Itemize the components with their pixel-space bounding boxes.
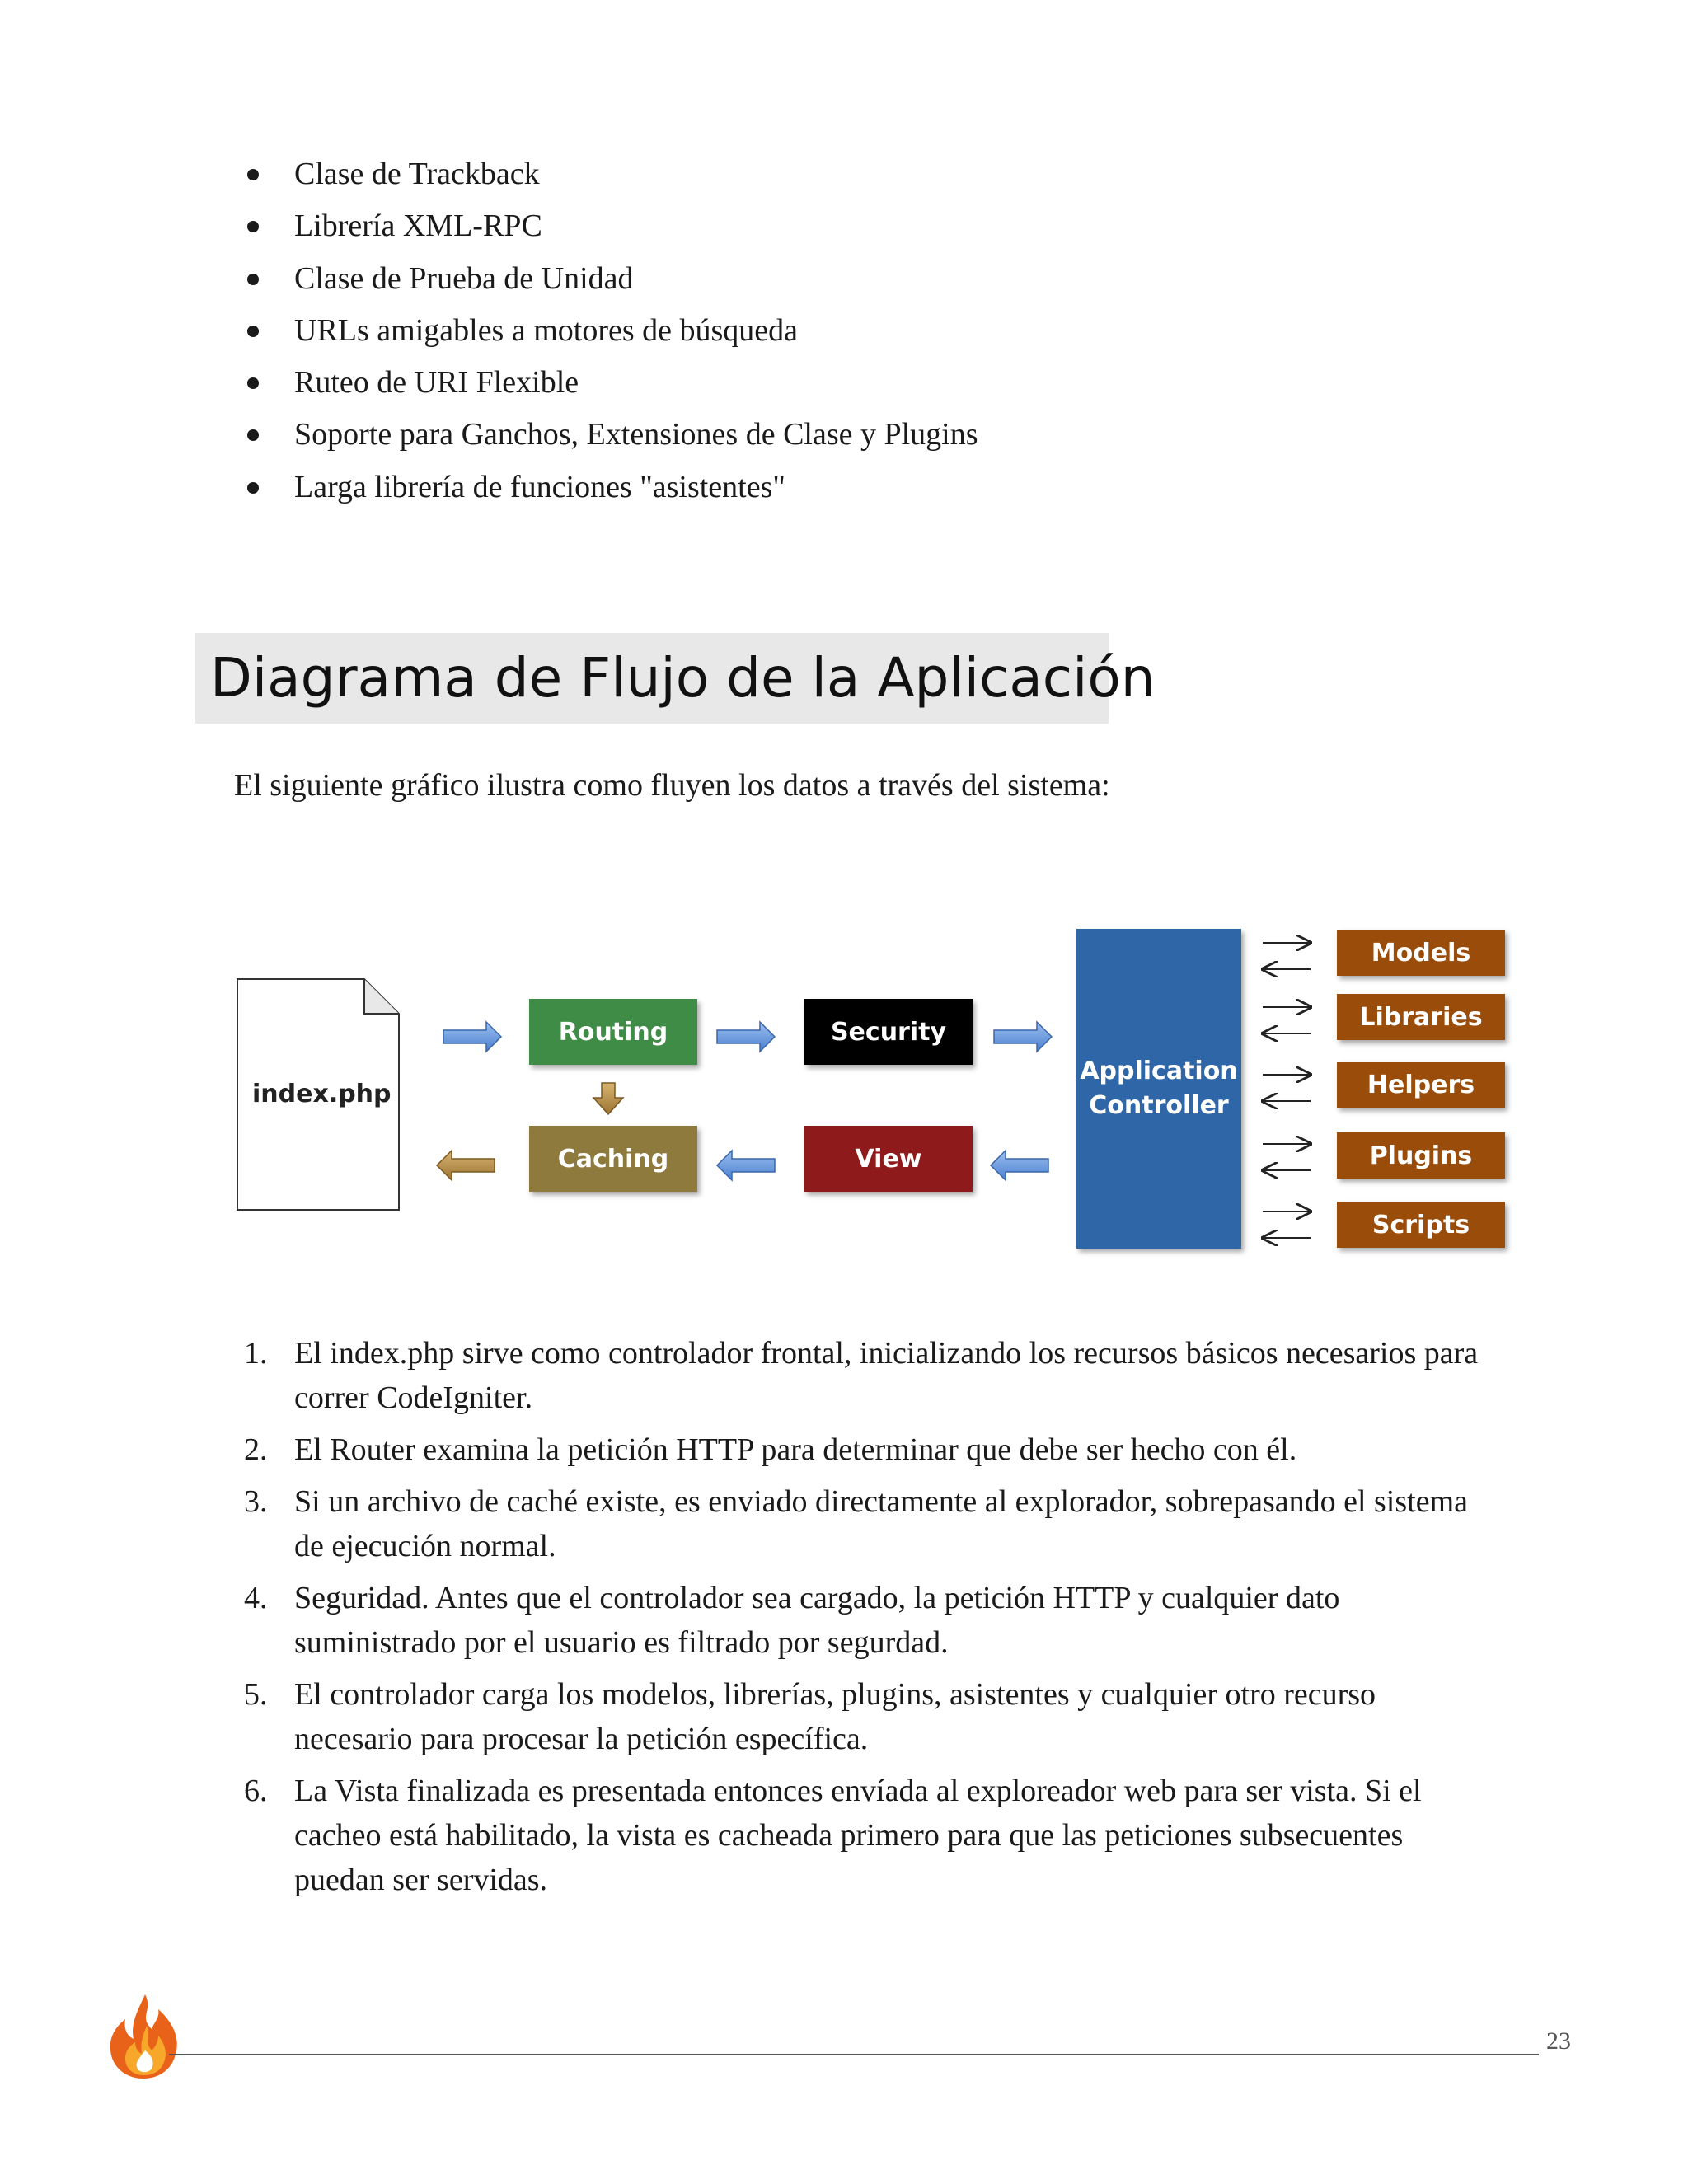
arrow-right-icon	[717, 1022, 775, 1052]
scripts-box: Scripts	[1337, 1202, 1505, 1248]
page-number: 23	[1546, 2027, 1571, 2055]
list-item: Clase de Trackback	[247, 148, 978, 200]
application-controller-box	[1076, 929, 1241, 1249]
arrow-down-icon	[593, 1083, 623, 1114]
diagram-graphics	[223, 915, 1525, 1277]
list-item: 1. El index.php sirve como controlador frontal, inicializando los recursos básicos necesarios para correr CodeIgniter.	[244, 1336, 1479, 1415]
controller-label-line1: Application	[1080, 1057, 1238, 1085]
intro-paragraph: El siguiente gráfico ilustra como fluyen los datos a través del sistema:	[234, 768, 1110, 803]
bullet-icon	[247, 274, 259, 285]
arrow-left-icon	[437, 1151, 495, 1180]
section-title: Diagrama de Flujo de la Aplicación	[210, 646, 1156, 710]
bullet-icon	[247, 326, 259, 337]
bullet-icon	[247, 429, 259, 441]
footer-rule	[169, 2054, 1539, 2055]
arrow-right-icon	[443, 1022, 501, 1052]
list-item: 2. El Router examina la petición HTTP para determinar que debe ser hecho con él.	[244, 1432, 1297, 1467]
bullet-icon	[247, 221, 259, 232]
list-item: 5. El controlador carga los modelos, librerías, plugins, asistentes y cualquier otro recurso necesario para procesar la petición específica.	[244, 1677, 1376, 1756]
models-box: Models	[1337, 930, 1505, 976]
list-item: Soporte para Ganchos, Extensiones de Clase y Plugins	[247, 409, 978, 461]
libraries-box: Libraries	[1337, 994, 1505, 1040]
flame-logo-icon	[106, 1993, 185, 2084]
feature-list	[247, 148, 978, 513]
caching-box: Caching	[529, 1126, 697, 1192]
list-item: 6. La Vista finalizada es presentada entonces envíada al exploreador web para ser vista. Si el cacheo está habilitado, la vista es cacheada primero para que las peticiones subsecuentes puedan ser servidas.	[244, 1774, 1422, 1897]
bullet-icon	[247, 377, 259, 389]
list-item: Clase de Prueba de Unidad	[247, 253, 978, 305]
list-item: URLs amigables a motores de búsqueda	[247, 305, 978, 357]
index-php-label: index.php	[252, 1080, 392, 1108]
bidirectional-arrows-icon	[1263, 943, 1311, 1238]
controller-label-line2: Controller	[1089, 1091, 1229, 1120]
flow-steps-list	[244, 1331, 1497, 1910]
security-box: Security	[804, 999, 973, 1065]
arrow-right-icon	[994, 1022, 1052, 1052]
plugins-box: Plugins	[1337, 1132, 1505, 1179]
view-box: View	[804, 1126, 973, 1192]
helpers-box: Helpers	[1337, 1062, 1505, 1108]
routing-box: Routing	[529, 999, 697, 1065]
list-item: 4. Seguridad. Antes que el controlador sea cargado, la petición HTTP y cualquier dato suministrado por el usuario es filtrado por segurdad.	[244, 1581, 1340, 1660]
list-item: Larga librería de funciones "asistentes"	[247, 462, 978, 513]
bullet-icon	[247, 482, 259, 494]
application-flow-diagram	[223, 915, 1525, 1277]
arrow-left-icon	[991, 1151, 1048, 1180]
bullet-icon	[247, 169, 259, 180]
list-item: Ruteo de URI Flexible	[247, 357, 978, 409]
list-item: 3. Si un archivo de caché existe, es enviado directamente al explorador, sobrepasando el sistema de ejecución normal.	[244, 1484, 1468, 1563]
arrow-left-icon	[717, 1151, 775, 1180]
list-item: Librería XML-RPC	[247, 200, 978, 252]
